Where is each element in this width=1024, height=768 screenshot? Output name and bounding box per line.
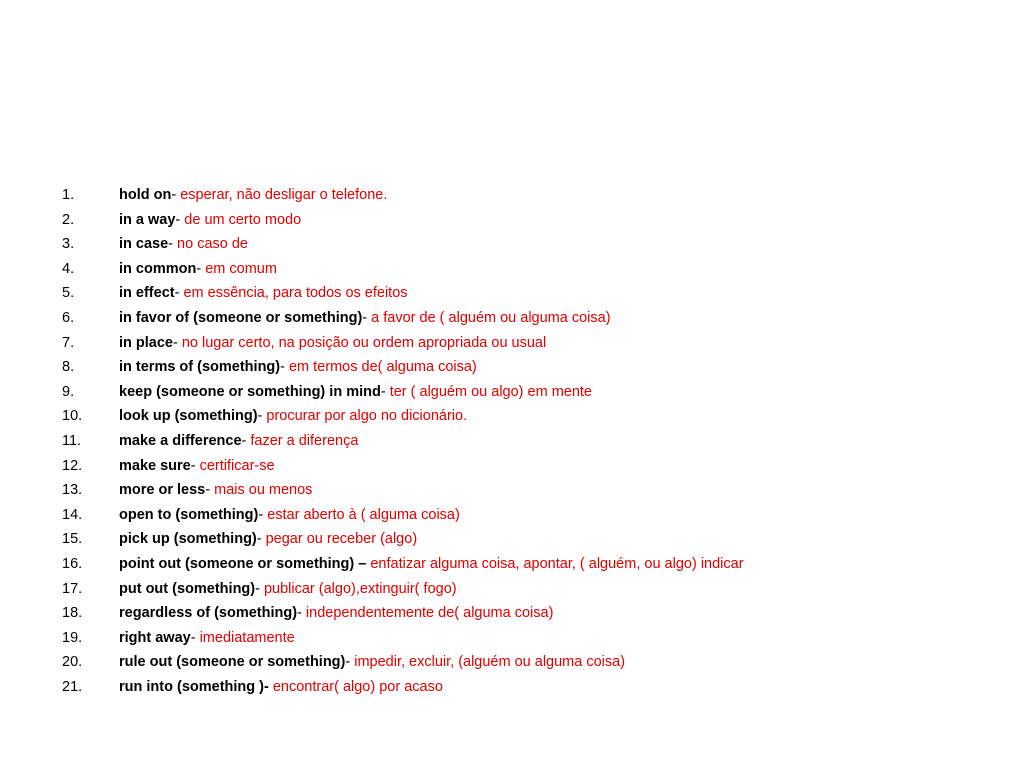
item-number: 12. (62, 457, 83, 474)
item-separator: - (174, 285, 184, 302)
list-item (62, 404, 744, 429)
list-item (62, 380, 744, 405)
item-number: 15. (62, 531, 83, 548)
item-term: pick up (something) (119, 531, 257, 548)
item-number: 1. (62, 187, 75, 203)
item-meaning: no lugar certo, na posição ou ordem apropriada ou usual (181, 334, 547, 351)
item-separator: - (255, 580, 264, 597)
item-term: point out (someone or something) – (119, 555, 367, 572)
list-item (62, 355, 744, 380)
item-term: make a difference (119, 432, 242, 449)
item-term: regardless of (something) (119, 605, 298, 622)
item-number: 13. (62, 482, 83, 499)
list-item (62, 650, 744, 675)
item-meaning: estar aberto à ( alguma coisa) (267, 506, 460, 523)
list-item (62, 208, 744, 233)
item-separator: - (256, 531, 266, 548)
list-item (62, 675, 744, 700)
item-separator: - (297, 605, 306, 622)
item-meaning: em termos de( alguma coisa) (288, 359, 477, 376)
list-item (62, 281, 744, 306)
item-term: in place (119, 334, 173, 351)
list-item (62, 601, 744, 626)
item-number: 16. (62, 555, 83, 572)
item-separator: - (258, 506, 268, 523)
item-meaning: esperar, não desligar o telefone. (180, 187, 388, 203)
list-item (62, 552, 744, 577)
item-meaning: independentemente de( alguma coisa) (305, 605, 554, 622)
item-meaning: encontrar( algo) por acaso (272, 678, 443, 695)
list-item (62, 478, 744, 503)
item-number: 17. (62, 580, 83, 597)
item-term: in case (119, 236, 169, 253)
item-separator: - (345, 654, 355, 671)
list-item (62, 626, 744, 651)
list-item (62, 331, 744, 356)
item-meaning: de um certo modo (184, 211, 302, 228)
item-meaning: pegar ou receber (algo) (265, 531, 418, 548)
item-number: 6. (62, 309, 75, 326)
item-number: 5. (62, 285, 75, 302)
item-separator: - (168, 236, 178, 253)
item-term: in terms of (something) (119, 359, 281, 376)
item-separator: - (171, 187, 181, 203)
item-meaning: no caso de (177, 236, 248, 253)
item-separator: - (190, 457, 200, 474)
list-item (62, 503, 744, 528)
item-number: 3. (62, 236, 75, 253)
list-item (62, 454, 744, 479)
item-separator: - (196, 260, 206, 277)
item-meaning: a favor de ( alguém ou alguma coisa) (371, 309, 611, 326)
phrasal-verb-list (62, 183, 744, 699)
item-term: more or less (119, 482, 206, 499)
item-term: rule out (someone or something) (119, 654, 346, 671)
list-item (62, 257, 744, 282)
item-number: 18. (62, 605, 83, 622)
item-meaning: enfatizar alguma coisa, apontar, ( alguém, ou algo) indicar (370, 555, 744, 572)
item-meaning: certificar-se (199, 457, 275, 474)
item-term: open to (something) (119, 506, 259, 523)
item-term: in effect (119, 285, 175, 302)
item-number: 19. (62, 629, 83, 646)
item-separator: - (175, 211, 185, 228)
list-item (62, 306, 744, 331)
item-number: 4. (62, 260, 75, 277)
item-number: 14. (62, 506, 83, 523)
item-separator: - (173, 334, 182, 351)
item-term: run into (something )- (119, 678, 269, 695)
item-separator: - (362, 309, 372, 326)
item-meaning: publicar (algo),extinguir( fogo) (263, 580, 457, 597)
list-item (62, 183, 744, 208)
item-number: 21. (62, 678, 83, 695)
list-item (62, 577, 744, 602)
list-item (62, 527, 744, 552)
item-number: 7. (62, 334, 75, 351)
item-term: keep (someone or something) in mind (119, 383, 381, 400)
item-term: put out (something) (119, 580, 256, 597)
item-meaning: em comum (205, 260, 277, 277)
item-meaning: imediatamente (199, 629, 295, 646)
item-separator: - (257, 408, 267, 425)
item-meaning: mais ou menos (214, 482, 313, 499)
item-separator: - (380, 383, 390, 400)
item-term: look up (something) (119, 408, 258, 425)
item-meaning: ter ( alguém ou algo) em mente (389, 383, 592, 400)
item-number: 2. (62, 211, 75, 228)
item-separator: - (205, 482, 215, 499)
item-number: 10. (62, 408, 83, 425)
item-number: 20. (62, 654, 83, 671)
item-meaning: procurar por algo no dicionário. (266, 408, 468, 425)
list-item (62, 429, 744, 454)
item-term: in favor of (someone or something) (119, 309, 363, 326)
item-meaning: impedir, excluir, (alguém ou alguma coisa) (354, 654, 626, 671)
item-term: make sure (119, 457, 191, 474)
item-number: 8. (62, 359, 75, 376)
item-number: 11. (62, 432, 82, 449)
item-term: right away (119, 629, 191, 646)
item-term: in common (119, 260, 197, 277)
item-separator: - (241, 432, 251, 449)
item-meaning: fazer a diferença (250, 432, 359, 449)
item-number: 9. (62, 383, 75, 400)
item-separator: - (190, 629, 200, 646)
item-term: hold on (119, 187, 172, 203)
list-item (62, 232, 744, 257)
item-meaning: em essência, para todos os efeitos (183, 285, 408, 302)
item-term: in a way (119, 211, 176, 228)
item-separator: - (280, 359, 289, 376)
